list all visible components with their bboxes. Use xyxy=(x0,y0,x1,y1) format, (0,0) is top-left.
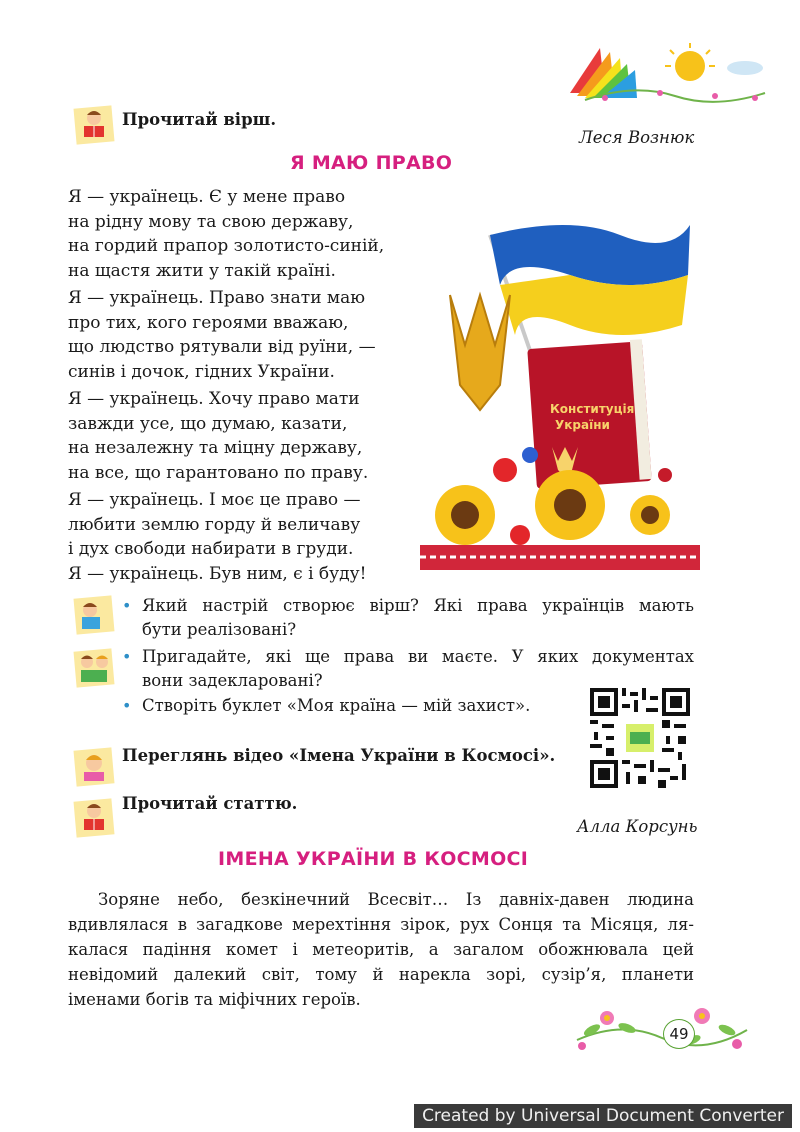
poem-line: на гордий прапор золотисто-синій, xyxy=(68,236,385,256)
book-title-line1: Конституція xyxy=(550,402,635,416)
poem-line: Я — українець. Був ним, є і буду! xyxy=(68,563,367,584)
poem-line: синів і дочок, гідних України. xyxy=(68,361,335,382)
stanza-3 xyxy=(68,387,428,485)
article-title: ІМЕНА УКРАЇНИ В КОСМОСІ xyxy=(218,848,529,870)
poem-line: Я — українець. Є у мене право xyxy=(68,187,346,207)
poem-line: про тих, кого героями вважаю, xyxy=(68,312,349,333)
stanza-1 xyxy=(68,185,428,283)
bullet-icon: • xyxy=(122,596,132,615)
question-1-line2: бути реалізовані? xyxy=(142,620,297,639)
reading-child-icon xyxy=(72,796,116,840)
article-line: калася падіння комет і метеоритів, а загалом обожнювала цей xyxy=(68,940,694,959)
poem-line: завжди усе, що думаю, казати, xyxy=(68,413,348,434)
page-number: 49 xyxy=(663,1019,695,1049)
article-body xyxy=(68,887,694,1012)
stanza-2 xyxy=(68,286,428,384)
group-children-icon xyxy=(72,646,116,690)
poem-line: на рідну мову та свою державу, xyxy=(68,211,354,232)
poem-line: і дух свободи набирати в груди. xyxy=(68,539,354,559)
poem-text xyxy=(68,185,428,589)
child-video-icon xyxy=(72,745,116,789)
trident-icon xyxy=(450,295,510,410)
stanza-4 xyxy=(68,488,428,586)
article-line: невідомий далекий світ, тому й нарекла зорі, сузір’я, планети xyxy=(68,965,694,984)
poem-line: Я — українець. І моє це право — xyxy=(68,490,361,510)
question-2 xyxy=(122,645,694,693)
article-line: іменами богів та міфічних героїв. xyxy=(68,990,361,1009)
question-3-text: Створіть буклет «Моя країна — мій захист». xyxy=(142,696,531,715)
book-title-line2: України xyxy=(555,418,610,432)
question-1-line1: Який настрій створює вірш? Які права українців мають xyxy=(142,596,694,615)
poem-title: Я МАЮ ПРАВО xyxy=(290,152,453,174)
flag-blue xyxy=(490,225,690,285)
reading-child-icon xyxy=(72,103,116,147)
poem-line: на щастя жити у такій країні. xyxy=(68,260,336,281)
poem-line: на незалежну та міцну державу, xyxy=(68,438,363,458)
task-watch-video: Переглянь відео «Імена України в Космосі». xyxy=(122,746,556,765)
task-read-poem: Прочитай вірш. xyxy=(122,110,277,129)
flower-decoration xyxy=(572,1000,752,1056)
constitution-illustration xyxy=(420,215,700,575)
poem-line: що людство рятували від руїни, — xyxy=(68,337,376,357)
article-line: Зоряне небо, безкінечний Всесвіт… Із давніх-давен людина xyxy=(98,890,694,909)
question-2-line1: Пригадайте, які ще права ви маєте. У яких документах xyxy=(142,647,694,666)
poem-line: Я — українець. Хочу право мати xyxy=(68,389,360,409)
flag-yellow xyxy=(500,275,688,335)
question-1 xyxy=(122,594,694,642)
question-2-line2: вони задекларовані? xyxy=(142,671,323,690)
poem-line: на все, що гарантовано по праву. xyxy=(68,462,369,483)
poem-line: Я — українець. Право знати маю xyxy=(68,288,366,308)
article-author: Алла Корсунь xyxy=(577,817,698,836)
watermark: Created by Universal Document Converter xyxy=(414,1104,792,1128)
book-icon xyxy=(527,339,651,489)
task-read-article: Прочитай статтю. xyxy=(122,794,298,813)
article-line: вдивлялася в загадкове мерехтіння зірок, рух Сонця та Місяця, ля- xyxy=(68,915,694,934)
bullet-icon: • xyxy=(122,647,132,666)
thinking-child-icon xyxy=(72,593,116,637)
poem-line: любити землю горду й величаву xyxy=(68,514,361,535)
poem-author: Леся Вознюк xyxy=(579,128,695,147)
qr-code[interactable] xyxy=(590,688,690,788)
bullet-icon: • xyxy=(122,696,132,715)
rainbow-sun-decoration xyxy=(565,38,770,108)
